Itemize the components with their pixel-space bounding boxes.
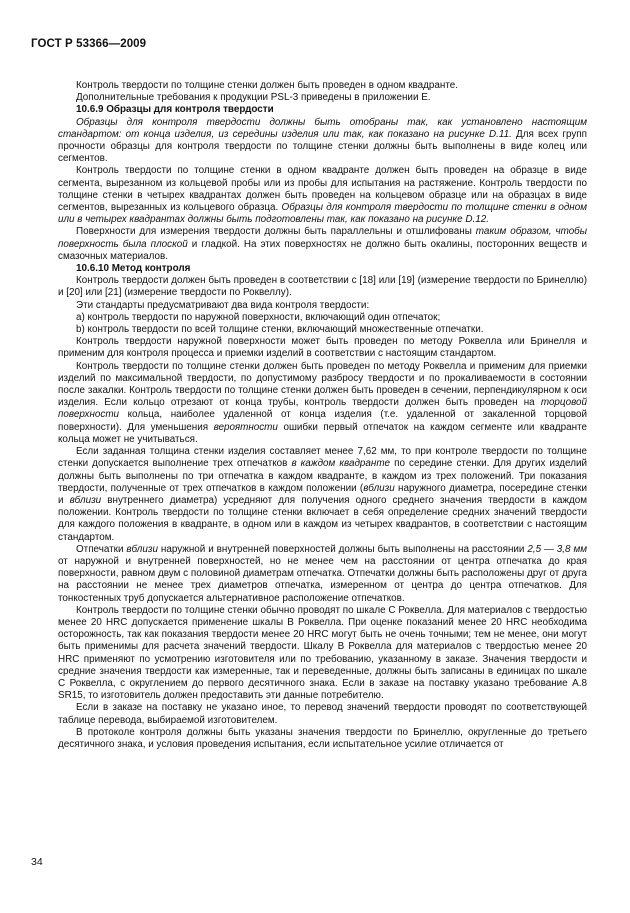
paragraph-p2 (58, 92, 587, 104)
text-run: 2,5 — 3,8 мм (527, 543, 587, 555)
text-run: Образцы для контроля твердости по толщине стенки в одном или в четырех квадрантах должны быть подготовлены так, как показано на рисунке D.12. (58, 202, 588, 226)
text-run: от наружной и внутренней поверхностей, но не менее чем на расстоянии от центра отпечатка до края поверхности, равном двум с половиной диаметрам отпечатка. Отпечатки должны быть расположены друг от друга на расстоянии не менее трех диаметров отпечатка, измеренном от центра до центра отпечатков. Для тонкостенных труб допускается альтернативное расположение отпечатков. (58, 555, 587, 604)
paragraph-p1 (58, 80, 587, 92)
document-body (58, 80, 587, 751)
paragraph-p10 (58, 312, 587, 324)
text-run: Контроль твердости по толщине стенки обычно проводят по шкале С Роквелла. Для материалов с твердостью менее 20 HRC допускается применение шкалы В Роквелла. При оценке показаний менее 20 HRC необходима осторожность, так как показания твердости менее 20 HRC могут быть не очень точными; тем не менее, они могут быть применимы для расчета значений твердости. Шкалу В Роквелла для материалов с твердостью менее 20 HRC применяют по усмотрению изготовителя или по требованию, указанному в заказе. Значения твердости и средние значения твердости как измеренные, так и переведенные, должны быть записаны в единицах по шкале С Роквелла, с округлением до первого десятичного знака. Если в заказе на поставку указано требование А.8 SR15, то изготовитель должен предоставить эти данные потребителю. (58, 604, 587, 702)
paragraph-p8 (58, 275, 587, 299)
text-run: по середине стенки. Для других изделий должны быть выполнены по три отпечатка в каждом квадранте, в каждом из трех положений. Три показания твердости, полученные от трех отпечатков в каждом положении ( (58, 458, 587, 494)
text-run: Образцы для контроля твердости должны быть отобраны так, как установлено настоящим стандартом: от конца изделия, из середины изделия или так, как показано на рисунке D.11. (58, 116, 587, 140)
paragraph-p9 (58, 300, 587, 312)
text-run: таким образом, чтобы поверхность была плоской (58, 226, 588, 250)
text-run: торцовой поверхности (58, 397, 587, 421)
text-run: Контроль твердости по толщине стенки в одном квадранте должен быть проведен на образце в виде сегмента, вырезанном из кольцевой пробы или из пробы для испытания на растяжение. Контроль твердости по толщине стенки в четырех квадрантах должен быть проведен на кольцевом образце или на образцах в виде сегментов, вырезанных из кольцевого образца. (58, 165, 587, 214)
text-run: Контроль твердости по толщине стенки должен быть проведен в одном квадранте. (76, 80, 459, 91)
text-run: в каждом квадранте (291, 458, 391, 470)
paragraph-p3 (58, 104, 587, 116)
text-run: Если в заказе на поставку не указано иное, то перевод значений твердости проводят по соответствующей таблице перевода, выбираемой изготовителем. (58, 702, 587, 726)
text-run: b) контроль твердости по всей толщине стенки, включающий множественные отпечатки. (76, 324, 484, 336)
paragraph-p11 (58, 324, 587, 336)
text-run: ошибки первый отпечаток на каждом сегменте или квадранте кольца может не учитываться. (58, 421, 587, 445)
page-number: 34 (31, 856, 43, 868)
paragraph-p12 (58, 336, 587, 360)
section-heading: 10.6.10 Метод контроля (76, 263, 191, 275)
text-run: Отпечатки (76, 543, 127, 555)
paragraph-p17 (58, 702, 587, 726)
paragraph-p4 (58, 117, 587, 166)
paragraph-p16 (58, 605, 587, 703)
text-run: Дополнительные требования к продукции PSL-3 приведены в приложении Е. (76, 92, 431, 104)
text-run: Если заданная толщина стенки изделия составляет менее 7,62 мм, то при контроле твердости по толщине стенки допускается выполнение трех отпечатков (58, 446, 587, 470)
paragraph-p6 (58, 226, 587, 263)
text-run: Контроль твердости наружной поверхности может быть проведен по методу Роквелла или Бринелля и применим для контроля процесса и приемки изделий в соответствии с настоящим стандартом. (58, 336, 587, 360)
text-run: вероятности (213, 421, 278, 433)
section-heading: 10.6.9 Образцы для контроля твердости (76, 104, 274, 116)
text-run: вблизи (126, 543, 158, 555)
text-run: Контроль твердости по толщине стенки должен быть проведен по методу Роквелла и применим для приемки изделий по максимальной твердости, по допустимому разбросу твердости и по прокаливаемости в состоянии после закалки. Контроль твердости по толщине стенки должен быть проведен в сечении, перпендикулярном к оси изделия. Если кольцо отрезают от конца трубы, контроль твердости должен быть проведен на (58, 360, 587, 409)
paragraph-p14 (58, 446, 587, 544)
text-run: вблизи (363, 482, 395, 494)
text-run: и гладкой. На этих поверхностях не должно быть окалины, посторонних веществ и смазочных материалов. (58, 238, 587, 262)
paragraph-p7 (58, 263, 587, 275)
paragraph-p5 (58, 165, 587, 226)
paragraph-p18 (58, 727, 587, 751)
text-run: Эти стандарты предусматривают два вида контроля твердости: (76, 299, 370, 311)
text-run: кольца, наиболее удаленной от конца изделия (т.е. удаленной от закаленной торцовой поверхности). Для уменьшения (58, 409, 587, 433)
text-run: а) контроль твердости по наружной поверхности, включающий один отпечаток; (76, 311, 441, 323)
paragraph-p15 (58, 544, 587, 605)
standard-header: ГОСТ Р 53366—2009 (31, 38, 147, 50)
text-run: наружной и внутренней поверхностей должны быть выполнены на расстоянии (157, 543, 528, 555)
text-run: Для всех групп прочности образцы для контроля твердости по толщине стенки должны быть выполнены в виде колец или сегментов. (58, 128, 587, 165)
text-run: внутреннего диаметра) усредняют для получения одного среднего значения твердости в каждом положении. Контроль твердости по толщине стенки включает в себя определение средних значений твердости для каждого положения в квадранте, в одном или в каждом из четырех квадрантов, в соответствии с настоящим стандартом. (58, 494, 588, 543)
text-run: Контроль твердости должен быть проведен в соответствии с [18] или [19] (измерение твердости по Бринеллю) и [20] или [21] (измерение твердости по Роквеллу). (58, 275, 587, 299)
text-run: вблизи (69, 494, 102, 506)
paragraph-p13 (58, 361, 587, 446)
text-run: В протоколе контроля должны быть указаны значения твердости по Бринеллю, округленные до третьего десятичного знака, и условия проведения испытания, если испытательное усилие отличается от (58, 726, 587, 750)
text-run: Поверхности для измерения твердости должны быть параллельны и отшлифованы (76, 226, 476, 238)
text-run: наружного диаметра, посередине стенки и (58, 482, 587, 506)
